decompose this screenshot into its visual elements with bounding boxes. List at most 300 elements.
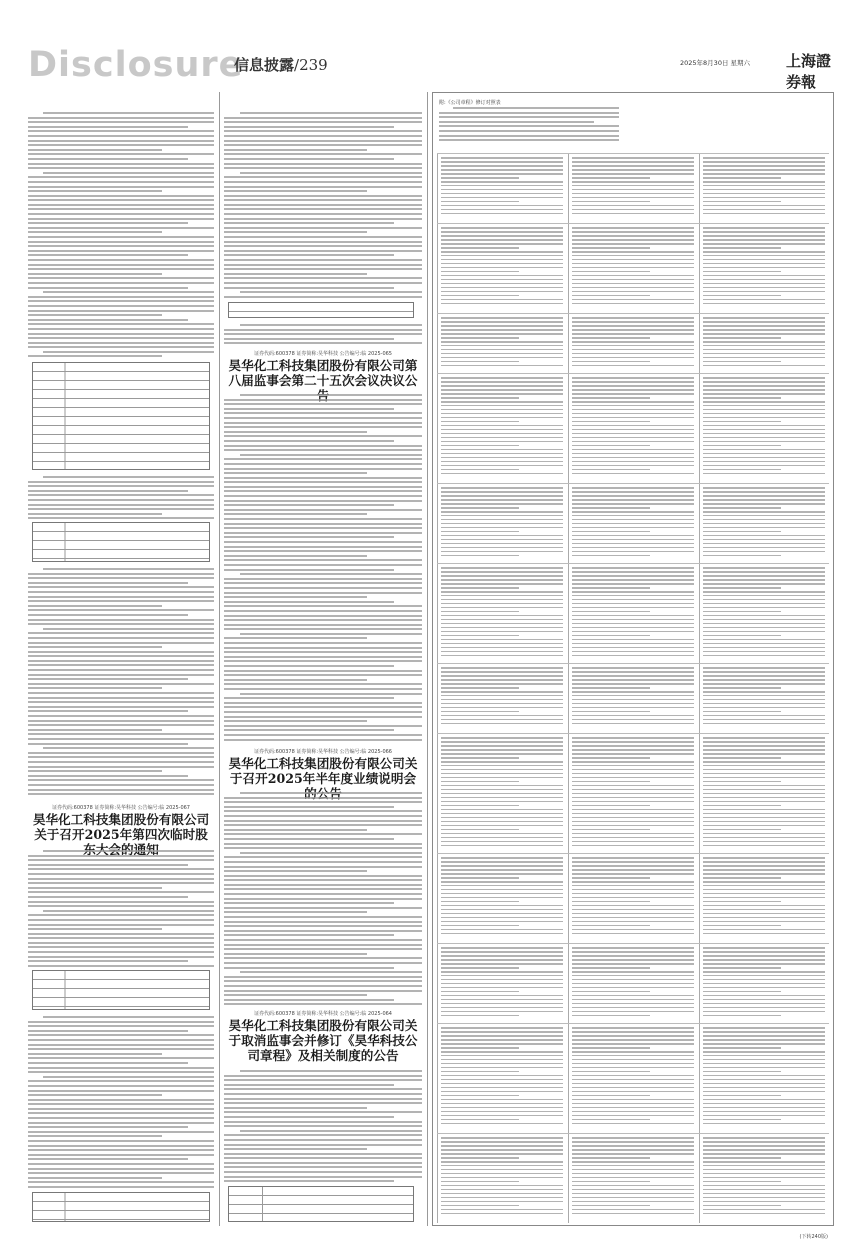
text-line xyxy=(441,857,563,859)
text-line xyxy=(28,300,214,302)
text-line xyxy=(703,279,825,281)
text-line xyxy=(441,527,563,529)
text-line xyxy=(703,267,825,269)
text-line xyxy=(703,655,825,657)
text-line xyxy=(224,651,422,653)
text-line xyxy=(28,573,214,575)
text-line xyxy=(441,809,563,811)
text-line xyxy=(572,801,694,803)
text-line xyxy=(703,1035,825,1037)
text-line xyxy=(572,905,694,907)
text-line xyxy=(441,999,563,1001)
text-line xyxy=(224,619,422,621)
text-line xyxy=(441,461,563,463)
column-divider xyxy=(219,92,220,1226)
text-line xyxy=(224,674,422,676)
text-line xyxy=(441,381,563,383)
text-line xyxy=(441,833,563,835)
article-cell xyxy=(441,667,563,727)
text-line xyxy=(224,513,367,515)
text-line xyxy=(572,951,694,953)
text-line xyxy=(441,1119,519,1121)
stock-code-line: 证券代码:600378 证券简称:昊华科技 公告编号:临 2025-066 xyxy=(254,749,392,755)
text-line xyxy=(224,578,422,580)
text-line xyxy=(441,1015,519,1017)
article-cell xyxy=(703,1027,825,1127)
text-line xyxy=(28,323,214,325)
text-line xyxy=(28,355,162,357)
text-line xyxy=(224,656,422,658)
text-line xyxy=(703,507,781,509)
text-line xyxy=(28,508,214,510)
text-line xyxy=(441,627,563,629)
proxy-table xyxy=(32,1192,210,1222)
text-line xyxy=(572,675,694,677)
text-line xyxy=(224,490,422,492)
text-line xyxy=(441,829,519,831)
text-line xyxy=(240,633,422,635)
text-line xyxy=(703,719,825,721)
text-line xyxy=(224,250,422,252)
text-line xyxy=(441,227,563,229)
text-line xyxy=(28,250,214,252)
text-line xyxy=(224,431,367,433)
text-line xyxy=(441,511,563,513)
text-line xyxy=(441,465,563,467)
text-line xyxy=(441,567,563,569)
text-line xyxy=(240,172,422,174)
grid-row-rule xyxy=(437,313,829,314)
text-line xyxy=(703,769,825,771)
text-line xyxy=(703,1209,825,1211)
text-line xyxy=(572,719,694,721)
text-line xyxy=(224,518,422,520)
text-line xyxy=(224,870,367,872)
text-line xyxy=(441,275,563,277)
text-line xyxy=(572,765,694,767)
text-line xyxy=(572,465,694,467)
text-line xyxy=(703,337,781,339)
text-line xyxy=(28,729,162,731)
text-line xyxy=(224,158,394,160)
text-line xyxy=(441,321,563,323)
stock-code-line: 证券代码:600378 证券简称:昊华科技 公告编号:临 2025-065 xyxy=(254,351,392,357)
text-line xyxy=(441,719,563,721)
text-line xyxy=(703,687,781,689)
text-line xyxy=(28,905,214,907)
text-line xyxy=(224,1003,422,1005)
text-line xyxy=(224,797,422,799)
text-line xyxy=(703,691,825,693)
text-line xyxy=(572,1201,694,1203)
text-line xyxy=(572,683,694,685)
text-line xyxy=(28,965,214,967)
text-line xyxy=(224,468,422,470)
text-line xyxy=(572,255,694,257)
text-line xyxy=(703,921,825,923)
page-number: /239 xyxy=(294,56,328,74)
text-line xyxy=(441,797,563,799)
text-line xyxy=(28,1025,214,1027)
text-line xyxy=(703,357,825,359)
text-line xyxy=(224,921,422,923)
articles-comparison-grid xyxy=(437,153,829,1223)
text-line xyxy=(703,1011,825,1013)
text-line xyxy=(224,190,367,192)
text-line xyxy=(572,1087,694,1089)
text-line xyxy=(441,255,563,257)
text-line xyxy=(572,1141,694,1143)
text-line xyxy=(703,1193,825,1195)
text-line xyxy=(28,710,188,712)
text-line xyxy=(441,333,563,335)
text-line xyxy=(441,975,563,977)
text-line xyxy=(703,639,825,641)
text-line xyxy=(441,441,563,443)
text-line xyxy=(224,422,422,424)
text-line xyxy=(703,749,825,751)
text-line xyxy=(703,817,825,819)
text-line xyxy=(28,195,214,197)
text-line xyxy=(441,193,563,195)
text-line xyxy=(28,282,214,284)
text-line xyxy=(703,1123,825,1125)
text-line xyxy=(441,205,563,207)
text-line xyxy=(703,433,825,435)
text-line xyxy=(703,933,825,935)
text-line xyxy=(28,855,214,857)
notice-headline: 昊华化工科技集团股份有限公司关于召开2025年半年度业绩说明会 xyxy=(228,756,418,786)
text-line xyxy=(441,1031,563,1033)
text-line xyxy=(703,1165,825,1167)
text-line xyxy=(572,381,694,383)
text-line xyxy=(572,571,694,573)
text-line xyxy=(703,177,781,179)
grid-row-rule xyxy=(437,733,829,734)
text-line xyxy=(572,341,694,343)
text-line xyxy=(703,551,825,553)
text-line xyxy=(703,491,825,493)
text-line xyxy=(572,385,694,387)
text-line xyxy=(703,299,825,301)
article-cell xyxy=(572,1027,694,1127)
text-line xyxy=(572,1115,694,1117)
text-line xyxy=(28,236,214,238)
text-line xyxy=(441,1161,563,1163)
text-line xyxy=(224,1107,367,1109)
text-line xyxy=(703,181,825,183)
text-line xyxy=(572,205,694,207)
text-line xyxy=(572,165,694,167)
text-line xyxy=(28,199,214,201)
text-line xyxy=(224,426,422,428)
text-line xyxy=(441,267,563,269)
text-line xyxy=(441,805,519,807)
text-line xyxy=(703,543,825,545)
text-line xyxy=(572,547,694,549)
article-cell xyxy=(703,227,825,307)
article-cell xyxy=(441,157,563,217)
text-line xyxy=(703,995,825,997)
notice-headline: 昊华化工科技集团股份有限公司关于取消监事会并修订《昊华科技公司章程》及相关制度的公告 xyxy=(228,1018,418,1063)
text-line xyxy=(441,591,563,593)
text-line xyxy=(441,651,563,653)
text-line xyxy=(703,275,825,277)
text-line xyxy=(441,1177,563,1179)
text-line xyxy=(703,893,825,895)
text-line xyxy=(703,353,825,355)
text-line xyxy=(441,535,563,537)
text-line xyxy=(28,651,214,653)
text-line xyxy=(703,889,825,891)
text-line xyxy=(572,445,650,447)
text-line xyxy=(441,449,563,451)
text-line xyxy=(28,743,188,745)
text-line xyxy=(224,481,422,483)
text-line xyxy=(441,955,563,957)
text-line xyxy=(441,929,563,931)
text-line xyxy=(572,761,694,763)
text-line xyxy=(703,169,825,171)
text-line xyxy=(224,245,422,247)
text-line xyxy=(703,193,825,195)
text-line xyxy=(441,971,563,973)
text-line xyxy=(28,674,214,676)
text-line xyxy=(224,999,394,1001)
text-line xyxy=(572,789,694,791)
text-line xyxy=(572,723,694,725)
text-line xyxy=(703,469,781,471)
text-line xyxy=(224,541,422,543)
text-line xyxy=(441,1035,563,1037)
text-line xyxy=(572,611,650,613)
text-line xyxy=(572,913,694,915)
text-line xyxy=(572,325,694,327)
text-line xyxy=(703,1063,825,1065)
text-line xyxy=(224,204,422,206)
text-line xyxy=(703,917,825,919)
text-line xyxy=(28,245,214,247)
text-line xyxy=(441,1095,519,1097)
text-line xyxy=(572,753,694,755)
text-line xyxy=(703,283,825,285)
text-line xyxy=(703,239,825,241)
text-line xyxy=(224,477,422,479)
text-line xyxy=(441,389,563,391)
text-line xyxy=(572,917,694,919)
text-line xyxy=(28,660,214,662)
text-line xyxy=(28,655,214,657)
text-line xyxy=(703,465,825,467)
section-label: 信息披露 xyxy=(234,56,295,74)
text-line xyxy=(441,773,563,775)
notice-headline: 昊华化工科技集团股份有限公司关于召开2025年第四次临时股 xyxy=(32,812,210,842)
text-line xyxy=(441,917,563,919)
text-line xyxy=(703,571,825,573)
text-line xyxy=(572,523,694,525)
text-line xyxy=(224,838,394,840)
text-line xyxy=(441,1209,563,1211)
text-line xyxy=(703,897,825,899)
text-line xyxy=(224,167,422,169)
text-line xyxy=(703,591,825,593)
signature-table xyxy=(228,302,414,318)
text-line xyxy=(572,303,694,305)
text-line xyxy=(28,873,214,875)
text-line xyxy=(572,757,650,759)
text-line xyxy=(28,724,214,726)
text-line xyxy=(224,875,422,877)
text-line xyxy=(224,163,422,165)
text-line xyxy=(703,397,781,399)
text-line xyxy=(703,205,825,207)
text-line xyxy=(572,695,694,697)
text-line xyxy=(572,821,694,823)
text-line xyxy=(703,1111,825,1113)
text-line xyxy=(572,353,694,355)
text-line xyxy=(224,282,422,284)
grid-row-rule xyxy=(437,943,829,944)
text-line xyxy=(703,421,781,423)
text-line xyxy=(572,193,694,195)
text-line xyxy=(572,623,694,625)
text-line xyxy=(224,181,422,183)
text-line xyxy=(703,801,825,803)
text-line xyxy=(224,647,422,649)
text-line xyxy=(703,333,825,335)
article-cell xyxy=(572,737,694,849)
text-line xyxy=(28,1163,214,1165)
text-line xyxy=(28,1158,188,1160)
text-line xyxy=(572,1099,694,1101)
text-line xyxy=(28,287,188,289)
text-line xyxy=(441,881,563,883)
text-line xyxy=(224,195,422,197)
text-line xyxy=(28,1181,214,1183)
text-line xyxy=(441,603,563,605)
text-line xyxy=(28,1172,214,1174)
text-line xyxy=(572,539,694,541)
text-line xyxy=(703,1141,825,1143)
data-table xyxy=(32,522,210,562)
text-line xyxy=(28,793,214,795)
text-line xyxy=(441,643,563,645)
text-line xyxy=(703,349,825,351)
text-line xyxy=(441,1201,563,1203)
text-line xyxy=(441,841,563,843)
text-line xyxy=(441,785,563,787)
text-line xyxy=(572,809,694,811)
text-line xyxy=(572,869,694,871)
text-line xyxy=(224,861,422,863)
text-line xyxy=(224,739,422,741)
text-line xyxy=(224,967,394,969)
text-line xyxy=(703,417,825,419)
text-line xyxy=(703,1087,825,1089)
text-line xyxy=(28,186,214,188)
text-line xyxy=(28,956,214,958)
text-line xyxy=(572,575,694,577)
text-line xyxy=(441,1145,563,1147)
body-text-block xyxy=(28,112,214,360)
text-line xyxy=(224,569,394,571)
text-line xyxy=(28,891,214,893)
text-line xyxy=(441,161,563,163)
text-line xyxy=(441,947,563,949)
text-line xyxy=(224,930,422,932)
text-line xyxy=(572,741,694,743)
text-line xyxy=(572,999,694,1001)
text-line xyxy=(572,349,694,351)
masthead xyxy=(28,45,834,91)
text-line xyxy=(224,1125,422,1127)
text-line xyxy=(28,859,214,861)
text-line xyxy=(703,737,825,739)
article-cell xyxy=(703,947,825,1019)
text-line xyxy=(572,401,694,403)
text-line xyxy=(703,259,825,261)
text-line xyxy=(441,317,563,319)
text-line xyxy=(441,279,563,281)
text-line xyxy=(703,445,781,447)
text-line xyxy=(28,1039,214,1041)
text-line xyxy=(224,670,422,672)
text-line xyxy=(28,494,214,496)
text-line xyxy=(224,911,367,913)
text-line xyxy=(703,1185,825,1187)
text-line xyxy=(703,1145,825,1147)
text-line xyxy=(441,885,563,887)
text-line xyxy=(572,947,694,949)
text-line xyxy=(703,611,781,613)
text-line xyxy=(441,813,563,815)
text-line xyxy=(441,491,563,493)
text-line xyxy=(224,953,367,955)
text-line xyxy=(441,1079,563,1081)
text-line xyxy=(240,394,422,396)
text-line xyxy=(28,1085,214,1087)
text-line xyxy=(441,247,519,249)
text-line xyxy=(703,703,825,705)
text-line xyxy=(28,789,214,791)
text-line xyxy=(224,1121,422,1123)
text-line xyxy=(703,901,781,903)
text-line xyxy=(572,177,650,179)
text-line xyxy=(28,1048,214,1050)
text-line xyxy=(240,573,422,575)
column-3-articles-comparison xyxy=(432,92,834,1226)
text-line xyxy=(572,1003,694,1005)
text-line xyxy=(572,607,694,609)
text-line xyxy=(703,1149,825,1151)
text-line xyxy=(224,833,422,835)
text-line xyxy=(441,1193,563,1195)
text-line xyxy=(703,365,825,367)
text-line xyxy=(572,259,694,261)
text-line xyxy=(28,135,214,137)
text-line xyxy=(703,983,825,985)
text-line xyxy=(224,338,394,340)
grid-row-rule xyxy=(437,1023,829,1024)
text-line xyxy=(572,209,694,211)
text-line xyxy=(572,793,694,795)
text-line xyxy=(572,213,694,215)
text-line xyxy=(572,873,694,875)
article-cell xyxy=(572,857,694,937)
text-line xyxy=(572,231,694,233)
text-line xyxy=(224,683,422,685)
body-text-block xyxy=(224,1070,422,1185)
